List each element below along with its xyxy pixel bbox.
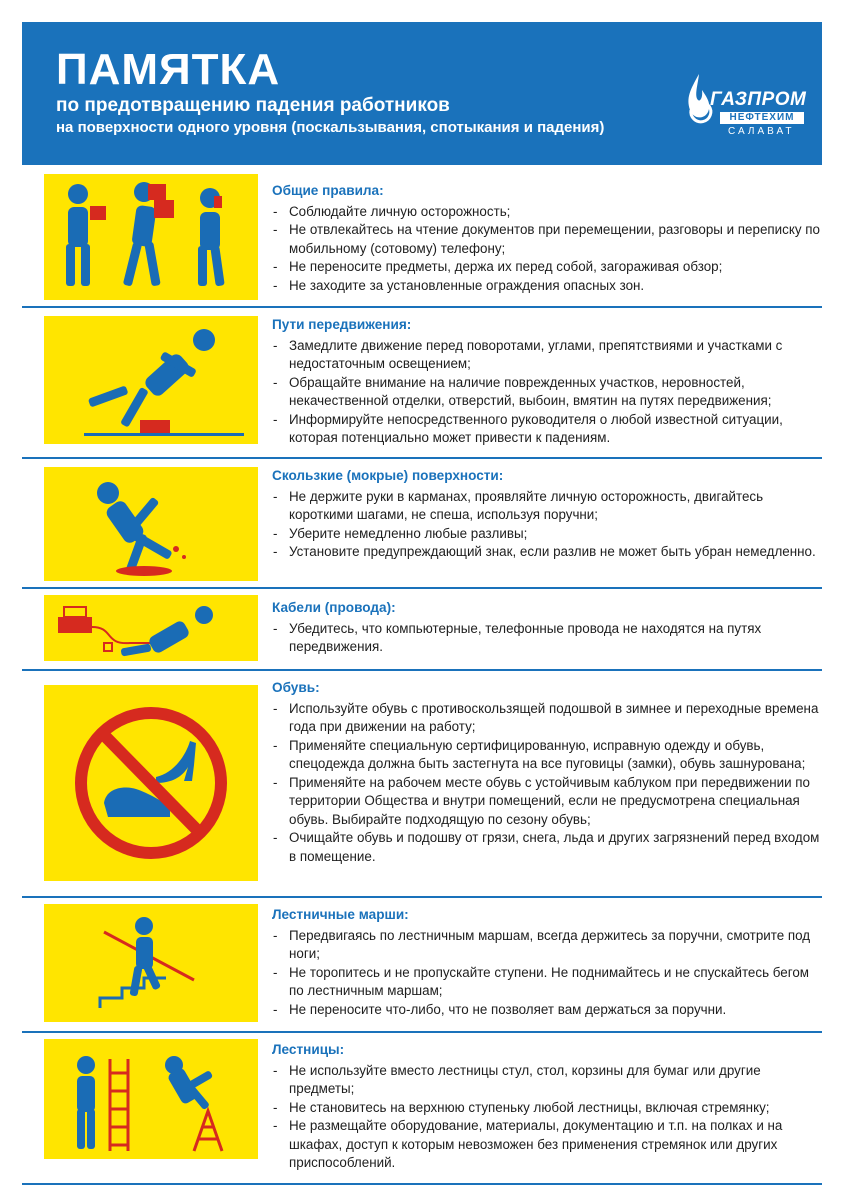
list-item: - Информируйте непосредственного руководителя о любой известной ситуации, которая потенциально может привести к падениям. — [272, 411, 820, 448]
ladders-illustration — [44, 1039, 258, 1159]
rules-list — [272, 337, 820, 448]
list-item: - Убедитесь, что компьютерные, телефонные провода не находятся на путях передвижения. — [272, 620, 820, 657]
section-heading: Скользкие (мокрые) поверхности: — [272, 468, 504, 483]
person-reading-icon — [44, 174, 258, 300]
slipping-person-icon — [44, 467, 258, 581]
stairs-person-icon — [44, 904, 258, 1022]
rules-list — [272, 700, 820, 867]
section-text — [272, 679, 820, 866]
section-heading: Лестницы: — [272, 1042, 345, 1057]
list-item: - Используйте обувь с противоскользящей подошвой в зимнее и переходные времена года при движении на работу; — [272, 700, 820, 737]
tripping-person-icon — [44, 316, 258, 444]
section-text — [272, 467, 820, 562]
list-item: - Не торопитесь и не пропускайте ступени. Не поднимайтесь и не спускайтесь бегом по лестничным маршам; — [272, 964, 820, 1001]
list-item: - Применяйте специальную сертифицированную, исправную одежду и обувь, спецодежда должна быть застегнута на все пуговицы (замки), обувь зашнурована; — [272, 737, 820, 774]
section-slippery-surfaces — [22, 459, 822, 589]
page-title: ПАМЯТКА — [56, 45, 281, 94]
section-text — [272, 1041, 820, 1173]
list-item: - Передвигаясь по лестничным маршам, всегда держитесь за поручни, смотрите под ноги; — [272, 927, 820, 964]
company-logo — [684, 72, 816, 142]
people-distracted-illustration — [44, 174, 258, 300]
section-cables — [22, 589, 822, 671]
section-heading: Кабели (провода): — [272, 600, 396, 615]
section-text — [272, 599, 820, 657]
list-item: - Не переносите предметы, держа их перед собой, загораживая обзор; — [272, 258, 820, 277]
no-slippery-shoes-icon — [44, 685, 258, 881]
slipping-illustration — [44, 467, 258, 581]
rules-list — [272, 927, 820, 1020]
section-ladders — [22, 1033, 822, 1185]
section-divider — [22, 1183, 822, 1185]
section-heading: Обувь: — [272, 680, 320, 695]
list-item: - Не переносите что-либо, что не позволяет вам держаться за поручни. — [272, 1001, 820, 1020]
list-item: - Не заходите за установленные ограждения опасных зон. — [272, 277, 820, 296]
page-subtitle-2: на поверхности одного уровня (поскальзывания, спотыкания и падения) — [56, 119, 605, 136]
section-heading: Общие правила: — [272, 183, 384, 198]
ladder-icon — [44, 1039, 258, 1159]
rules-list — [272, 488, 820, 562]
list-item: - Не становитесь на верхнюю ступеньку любой лестницы, включая стремянку; — [272, 1099, 820, 1118]
section-walkways — [22, 308, 822, 459]
list-item: - Установите предупреждающий знак, если разлив не может быть убран немедленно. — [272, 543, 820, 562]
list-item: - Применяйте на рабочем месте обувь с устойчивым каблуком при передвижении по территории Общества и внутри помещений, если не предусмотрена специальная обувь. Выбирайте подходящую по сезону обувь; — [272, 774, 820, 830]
logo-sub: НЕФТЕХИМ — [720, 112, 804, 124]
list-item: - Соблюдайте личную осторожность; — [272, 203, 820, 222]
rules-list — [272, 203, 820, 296]
section-text — [272, 182, 820, 295]
section-footwear — [22, 671, 822, 898]
section-text — [272, 906, 820, 1019]
header-banner — [22, 22, 822, 165]
list-item: - Не используйте вместо лестницы стул, стол, корзины для бумаг или другие предметы; — [272, 1062, 820, 1099]
footwear-illustration — [44, 685, 258, 881]
list-item: - Обращайте внимание на наличие поврежденных участков, неровностей, некачественной отделки, отверстий, выбоин, вмятин на путях передвижения; — [272, 374, 820, 411]
stairs-illustration — [44, 904, 258, 1022]
section-heading: Лестничные марши: — [272, 907, 409, 922]
cable-trip-icon — [44, 595, 258, 661]
list-item: - Уберите немедленно любые разливы; — [272, 525, 820, 544]
section-heading: Пути передвижения: — [272, 317, 412, 332]
list-item: - Не размещайте оборудование, материалы, документацию и т.п. на полках и на шкафах, доступ к которым невозможен без применения стремянок или других приспособлений. — [272, 1117, 820, 1173]
rules-list — [272, 620, 820, 657]
cable-trip-illustration — [44, 595, 258, 661]
logo-name: ГАЗПРОМ — [710, 89, 807, 110]
section-text — [272, 316, 820, 448]
tripping-illustration — [44, 316, 258, 444]
page-subtitle: по предотвращению падения работников — [56, 95, 450, 116]
section-general-rules — [22, 172, 822, 308]
list-item: - Замедлите движение перед поворотами, углами, препятствиями и участками с недостаточным освещением; — [272, 337, 820, 374]
list-item: - Не отвлекайтесь на чтение документов при перемещении, разговоры и переписку по мобильному (сотовому) телефону; — [272, 221, 820, 258]
rules-list — [272, 1062, 820, 1173]
list-item: - Очищайте обувь и подошву от грязи, снега, льда и других загрязнений перед входом в помещение. — [272, 829, 820, 866]
logo-city: САЛАВАТ — [728, 126, 795, 137]
section-stairways — [22, 898, 822, 1033]
list-item: - Не держите руки в карманах, проявляйте личную осторожность, двигайтесь короткими шагами, не спеша, используя поручни; — [272, 488, 820, 525]
